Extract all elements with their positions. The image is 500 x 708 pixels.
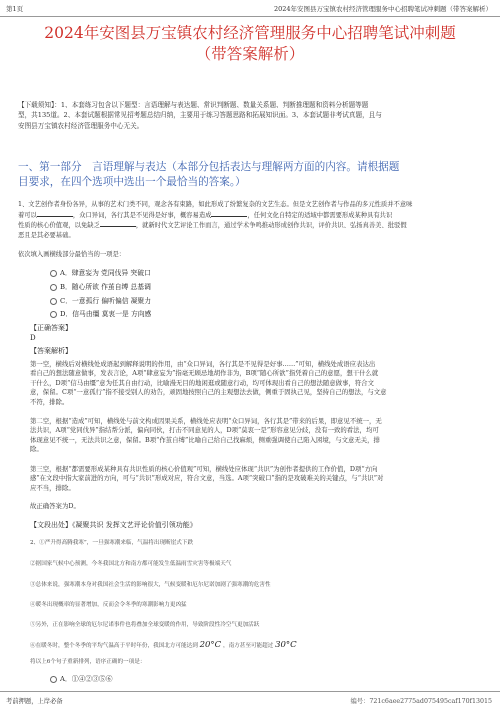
radio-icon[interactable] xyxy=(50,298,57,305)
q2-sentence-5: ⑤另外，正在影响全球的厄尔尼诺事件也将叠加全球变暖的作用，导致阶段性冷空气更加活跃 xyxy=(30,622,260,628)
question-1-stem xyxy=(18,200,484,240)
temp-south: 30°C xyxy=(275,640,297,650)
doc-title-line1: 2024年安图县万宝镇农村经济管理服务中心招聘笔试冲刺题 xyxy=(44,24,456,42)
notes-line: 型，共135道。2、本套试题根据常见招考题总结归纳，主要用于练习答题思路和拓展知识面。3、本套试题非考试真题，且与 xyxy=(18,111,382,120)
radio-icon[interactable] xyxy=(50,311,57,318)
analysis-conclusion: 故正确答案为D。 xyxy=(30,502,80,510)
doc-title-line2: （带答案解析） xyxy=(195,45,305,63)
page-footer xyxy=(0,691,500,708)
source-citation: 【文段出处】《凝聚共识 发挥文艺评论价值引领功能》 xyxy=(30,521,197,529)
fill-blank xyxy=(100,220,136,227)
fill-blank xyxy=(37,210,73,217)
q2-stem: 2、①严升得高腾我寒”，一旦强寒潮来临，气温将出现断崖式下跌 xyxy=(30,540,194,546)
option-b[interactable]: B．随心所欲 作茧自缚 总基调 xyxy=(50,281,151,291)
temp-north: 20°C xyxy=(199,640,222,650)
q2-sentence-6: ⑥在暖冬时，整个冬季的平均气温高于平时年份，我国北方可能达到 20°C ，南方甚至可能超过 30°C xyxy=(30,640,297,650)
header-title: 2024年安图县万宝镇农村经济管理服务中心招聘笔试冲刺题（带答案解析） xyxy=(273,5,492,13)
footer-slogan: 考前押题，上岸必备 xyxy=(6,698,63,705)
notes-line: 安图县万宝镇农村经济管理服务中心无关。 xyxy=(18,121,144,130)
q2-prompt: 将以上6个句子重新排列，语序正确的一项是： xyxy=(30,659,146,665)
radio-icon[interactable] xyxy=(50,284,57,291)
q1-line: 恶且是其必要基础。 xyxy=(18,231,75,239)
q1-line: 1、文艺创作者身份各异，从事的艺术门类不同，观念各有束路，如此形成了纷繁复杂的文艺生态。但是文艺创作者与作品的多元性质并不意味 xyxy=(18,201,413,208)
analysis-label: 【答案解析】 xyxy=(30,347,72,355)
analysis-paragraph-1: 第一空，横线后对横线处成语起到解释说明的作用，由“众口异词，各行其是不见得是好事……”可知，横线处成语应表达出 看自己的想法随意做事，发表言论，A项“肆意妄为”指毫无顾忌地胡作非为，B项“随心所欲”指凭着自己的意愿，想干什么就 干什么，D项“信马由缰”意为任其自由行动，比喻漫无目的地闲逛或随意行动，均可体现出看自己的想法随意做事，符合文 意，保留。C项“一意孤行”指不接受别人的劝告，顽固地按照自己的主观想法去做，侧重于固执己见，坚持自己的想法，与文意 不符，排除。 xyxy=(30,360,387,406)
radio-icon[interactable] xyxy=(50,270,57,277)
page-number: 第1页 xyxy=(6,5,24,13)
section-heading-line1: 一、第一部分 言语理解与表达（本部分包括表达与理解两方面的内容。请根据题 xyxy=(18,161,400,173)
q1-line: 着可以 ，众口异词，各行其是不见得是好事，概容易造成 ，任何文化自特定的适域中都需要形成某种具有共识 xyxy=(18,211,393,219)
section-heading xyxy=(18,160,484,190)
option-a[interactable]: A．肆意妄为 党同伐异 突破口 xyxy=(50,267,151,277)
q2-sentence-4: ④暖冬出现概率的显著增加，反而会令冬季的寒潮影响力更凶猛 xyxy=(30,602,187,608)
document-id: 编号：721c6aee2775ad075495caf170f13015 xyxy=(350,698,492,705)
option-d[interactable]: D．信马由缰 莫衷一是 方向感 xyxy=(50,308,151,318)
section-heading-line2: 目要求，在四个选项中选出一个最恰当的答案。） xyxy=(18,176,246,188)
q2-option-a[interactable]: A．①④②③⑤⑥ xyxy=(50,673,113,683)
download-notes xyxy=(18,100,480,131)
radio-icon[interactable] xyxy=(50,676,57,683)
q2-sentence-3: ③总体来说，强寒潮本身对我国社会生活的影响很大，气候变暖和厄尔尼诺加剧了强寒潮的危害性 xyxy=(30,582,271,588)
analysis-paragraph-3: 第三空，根据“都需要形成某种具有共识性质的核心价值观”可知，横线处应体现“共识”为创作者提供的工作价值，D项“方向 感”在文段中指大家前进的方向，可与“共识”形成对应，符合文意，当选。A项“突破口”指的是攻破难关的关键点，与“共识”对 应不当，排除。 xyxy=(30,465,384,492)
option-c[interactable]: C．一意孤行 偏听偏信 凝聚力 xyxy=(50,295,151,305)
answer-value: D xyxy=(30,334,36,342)
answer-label: 【正确答案】 xyxy=(30,324,72,332)
q1-prompt: 依次填入画横线部分最恰当的一项是： xyxy=(18,251,126,258)
q2-sentence-2: ②据国家气候中心预测，今冬我国北方和南方都可能发生低温雨雪灾害等极端天气 xyxy=(30,561,232,567)
notes-line: 【下载须知】：1、本套练习包含以下题型：言语理解与表达题、常识判断题、数量关系题、判断推理题和资料分析题等题 xyxy=(18,101,369,109)
analysis-paragraph-2: 第二空，根据“造成”可知，横线处与前文构成因果关系，横线处应表明“众口异词，各行其是”带来的后果，即意见不统一，无 法共识，A项“党同伐异”指结帮分派，偏向同伙，打击不同意见的人，D项“莫衷一是”形容意见分歧，没有一致的看法，均可 体现意见不统一，无法共识之意，保留。B项“作茧自缚”比喻自己给自己找麻烦，侧重强调使自己陷入困境，与文意无关，排 除。 xyxy=(30,417,382,454)
page-header xyxy=(0,0,500,17)
q1-line: 性质的核心价值观，以免缺乏 ，就新时代文艺评论工作而言，通过学术争鸣推动形成创作共识，评价共识、弘扬真善美、批驳假 xyxy=(18,222,407,230)
fill-blank xyxy=(211,210,247,217)
